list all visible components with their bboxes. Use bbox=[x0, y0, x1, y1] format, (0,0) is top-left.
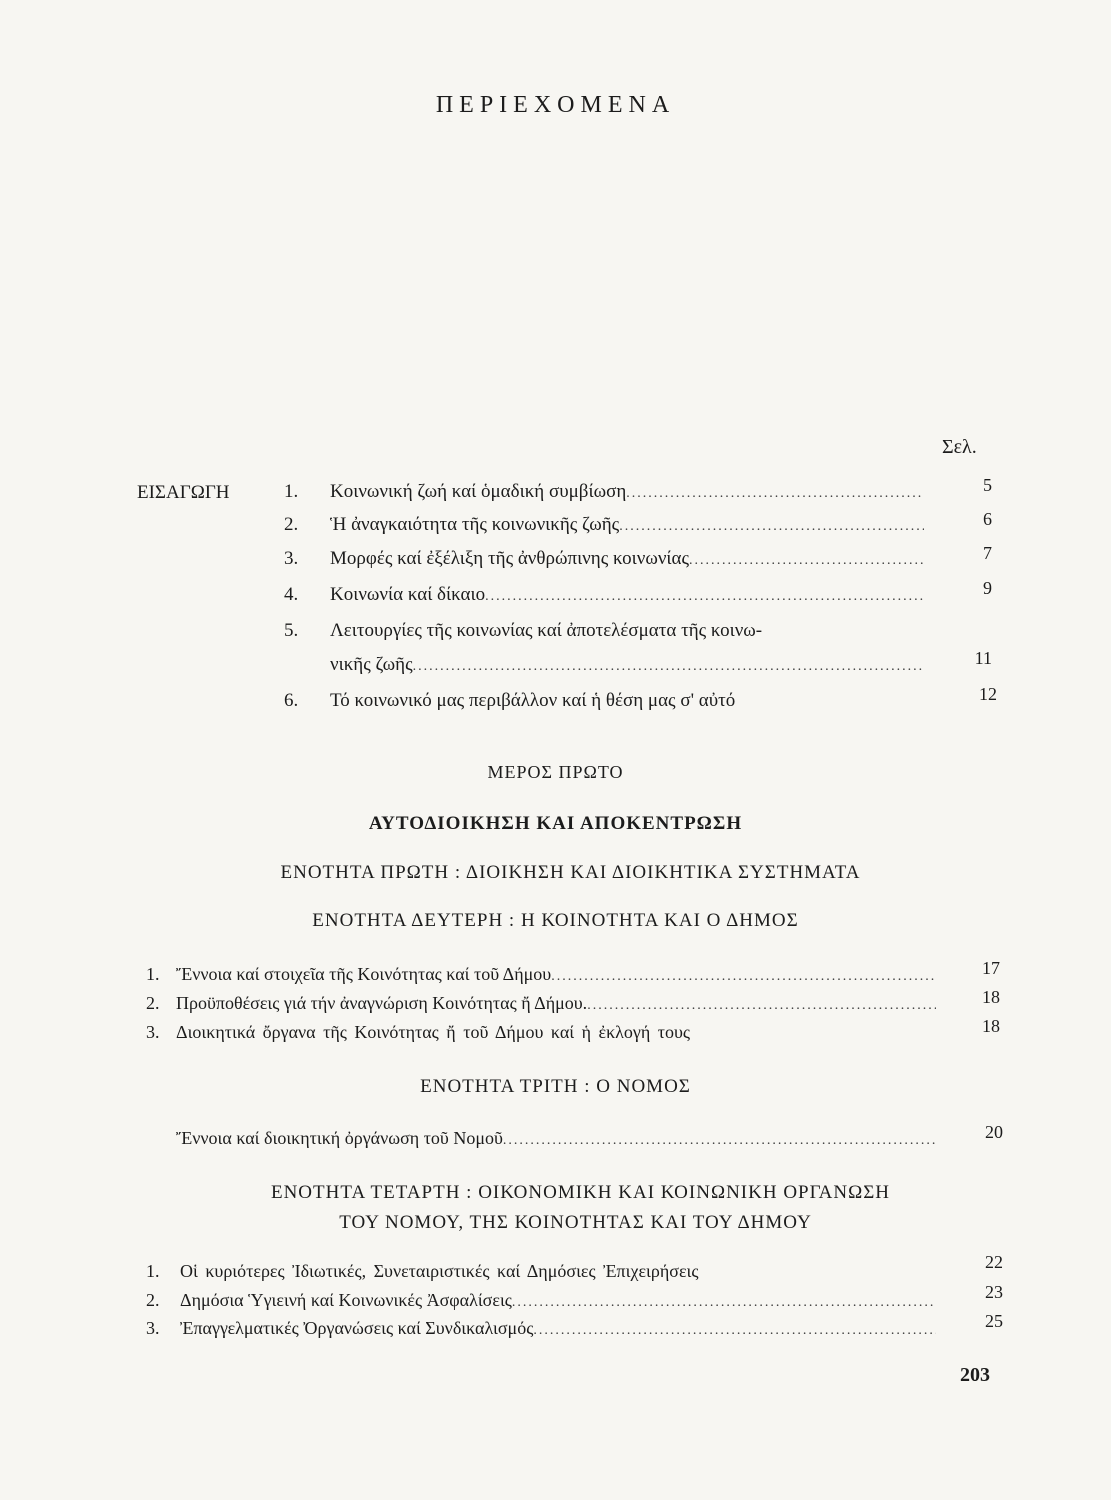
toc-page: 22 bbox=[985, 1252, 1003, 1272]
toc-entry[interactable]: 1. Ἔννοια καί στοιχεῖα τῆς Κοινότητας καί τοῦ Δήμου ..... bbox=[146, 964, 936, 985]
intro-label: ΕΙΣΑΓΩΓΗ bbox=[137, 482, 230, 503]
toc-entry[interactable]: 2. Ἡ ἀναγκαιότητα τῆς κοινωνικῆς ζωῆς ..... bbox=[284, 514, 924, 536]
toc-page: 7 bbox=[983, 543, 992, 563]
part-title: ΑΥΤΟΔΙΟΙΚΗΣΗ ΚΑΙ ΑΠΟΚΕΝΤΡΩΣΗ bbox=[368, 813, 743, 834]
toc-page: 17 bbox=[982, 958, 1000, 978]
toc-entry-continued[interactable]: νικῆς ζωῆς ..... bbox=[330, 654, 924, 676]
toc-page: 23 bbox=[985, 1282, 1003, 1302]
toc-page: 11 bbox=[974, 648, 992, 668]
toc-entry[interactable]: 3. Ἐπαγγελματικές Ὀργανώσεις καί Συνδικαλισμός ..... bbox=[146, 1318, 936, 1339]
unit-heading-3: ΕΝΟΤΗΤΑ ΤΡΙΤΗ : Ο ΝΟΜΟΣ bbox=[420, 1076, 691, 1097]
unit-heading-4: ΕΝΟΤΗΤΑ ΤΕΤΑΡΤΗ : ΟΙΚΟΝΟΜΙΚΗ ΚΑΙ ΚΟΙΝΩΝΙΚΗ ΟΡΓΑΝΩΣΗ bbox=[270, 1182, 890, 1203]
toc-page: 9 bbox=[983, 578, 992, 598]
unit-heading-2: ΕΝΟΤΗΤΑ ΔΕΥΤΕΡΗ : Η ΚΟΙΝΟΤΗΤΑ ΚΑΙ Ο ΔΗΜΟΣ bbox=[312, 910, 799, 931]
page-number: 203 bbox=[960, 1364, 990, 1386]
toc-page: 18 bbox=[982, 1016, 1000, 1036]
unit-heading-4-line2: ΤΟΥ ΝΟΜΟΥ, ΤΗΣ ΚΟΙΝΟΤΗΤΑΣ ΚΑΙ ΤΟΥ ΔΗΜΟΥ bbox=[339, 1212, 812, 1233]
toc-page: 18 bbox=[982, 987, 1000, 1007]
toc-page: 6 bbox=[983, 509, 992, 529]
toc-page: 25 bbox=[985, 1311, 1003, 1331]
toc-entry[interactable]: 3. Μορφές καί ἐξέλιξη τῆς ἀνθρώπινης κοινωνίας ..... bbox=[284, 548, 924, 570]
toc-entry[interactable]: 1. Κοινωνική ζωή καί ὁμαδική συμβίωση ..... bbox=[284, 481, 924, 503]
toc-entry[interactable]: 4. Κοινωνία καί δίκαιο ..... bbox=[284, 584, 924, 606]
unit-heading-1: ΕΝΟΤΗΤΑ ΠΡΩΤΗ : ΔΙΟΙΚΗΣΗ ΚΑΙ ΔΙΟΙΚΗΤΙΚΑ ΣΥΣΤΗΜΑΤΑ bbox=[280, 862, 861, 883]
toc-page: 5 bbox=[983, 475, 992, 495]
part-heading: ΜΕΡΟΣ ΠΡΩΤΟ bbox=[487, 762, 624, 782]
toc-page: 12 bbox=[979, 684, 997, 704]
page-column-header: Σελ. bbox=[942, 436, 977, 458]
toc-entry[interactable]: 2. Προϋποθέσεις γιά τήν ἀναγνώριση Κοινότητας ἤ Δήμου. ..... bbox=[146, 993, 936, 1014]
page-title: ΠΕΡΙΕΧΟΜΕΝΑ bbox=[435, 92, 676, 118]
toc-entry[interactable]: Ἔννοια καί διοικητική ὀργάνωση τοῦ Νομοῦ ..... bbox=[176, 1128, 936, 1149]
toc-entry[interactable]: 2. Δημόσια Ὑγιεινή καί Κοινωνικές Ἀσφαλίσεις ..... bbox=[146, 1290, 936, 1311]
toc-entry[interactable]: 1. Οἱ κυριότερες Ἰδιωτικές, Συνεταιριστικές καί Δημόσιες Ἐπιχειρήσεις bbox=[146, 1261, 699, 1281]
toc-entry[interactable]: 6. Τό κοινωνικό μας περιβάλλον καί ἡ θέση μας σ' αὐτό bbox=[284, 690, 736, 711]
toc-entry[interactable]: 3. Διοικητικά ὄργανα τῆς Κοινότητας ἤ τοῦ Δήμου καί ἡ ἐκλογή τους bbox=[146, 1022, 691, 1042]
toc-page: 20 bbox=[985, 1122, 1003, 1142]
toc-entry[interactable]: 5. Λειτουργίες τῆς κοινωνίας καί ἀποτελέσματα τῆς κοινω- bbox=[284, 620, 763, 641]
